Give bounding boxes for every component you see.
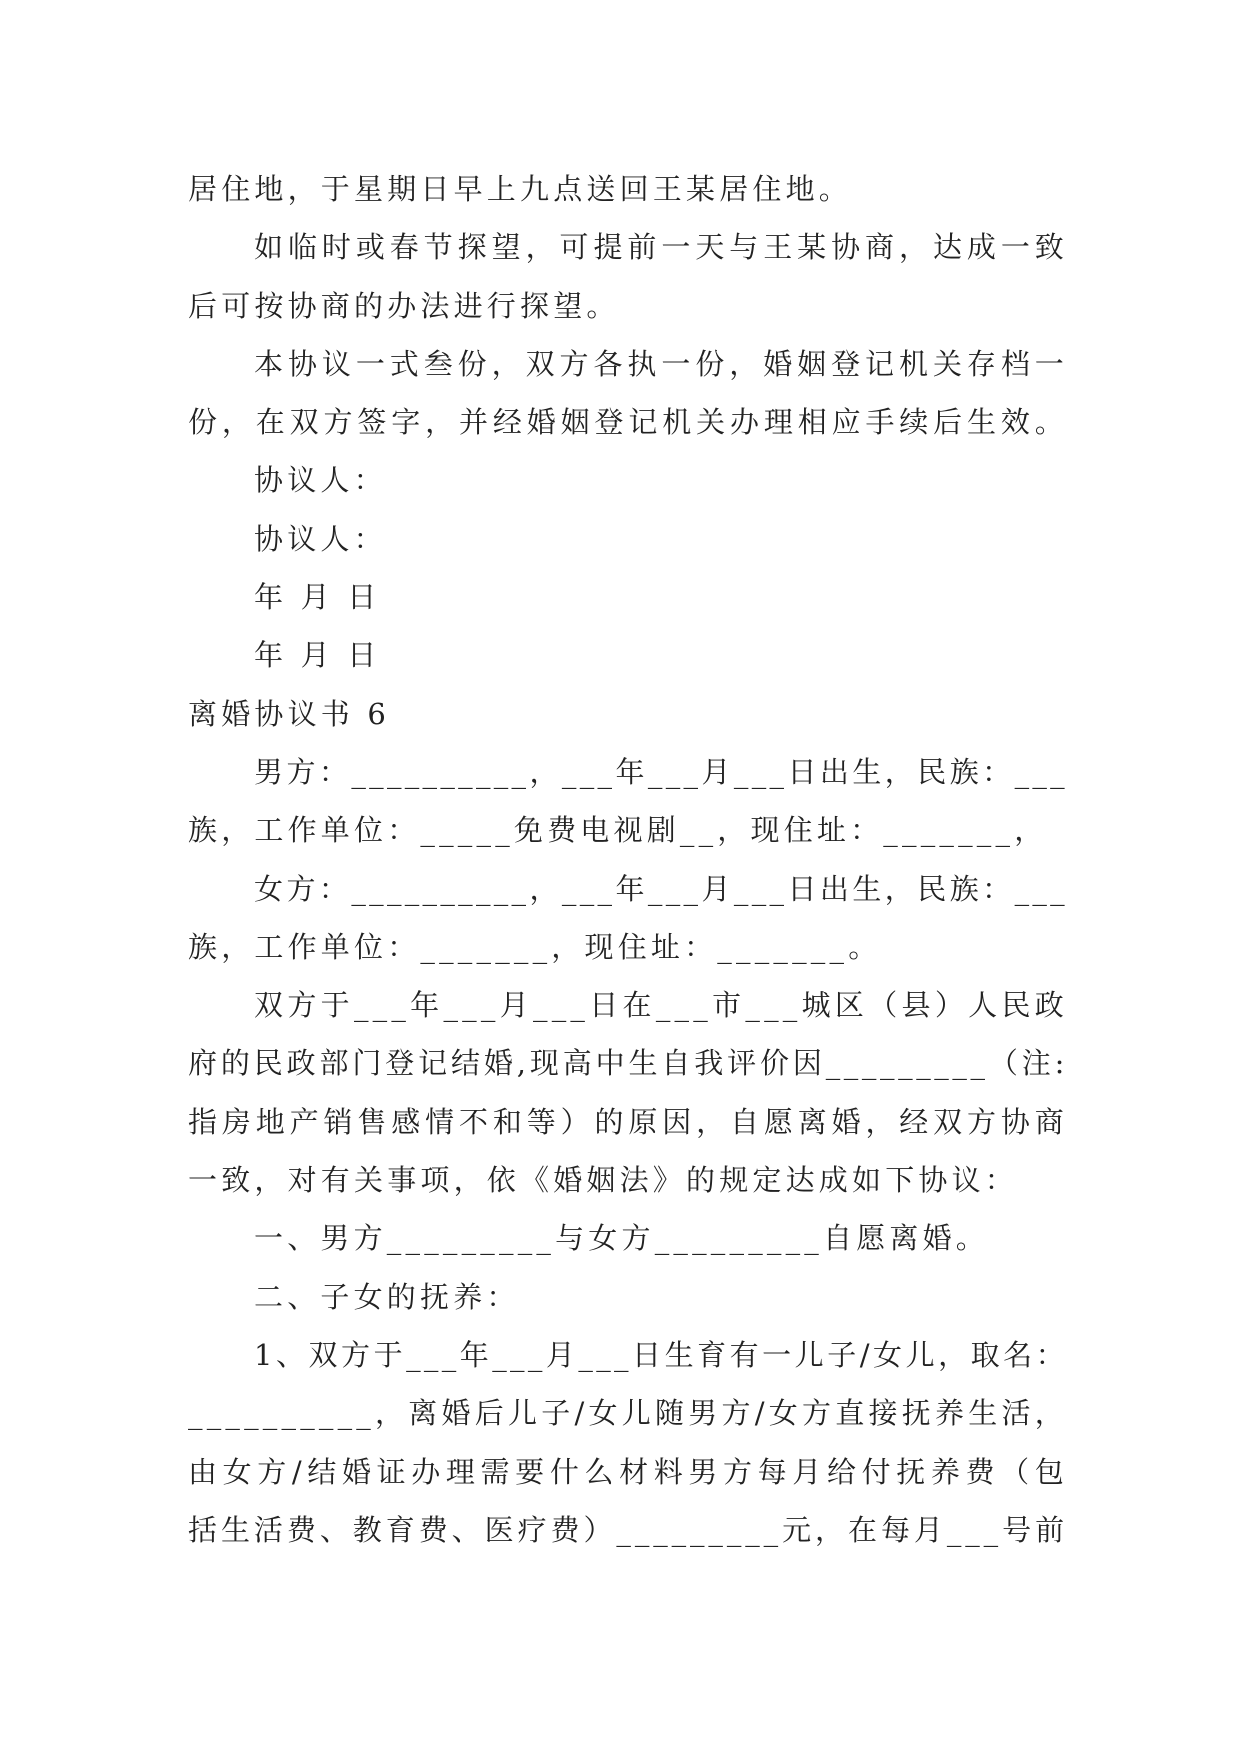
text-line: 女方：__________，___年___月___日出生，民族：___: [254, 871, 1068, 906]
text-line: 年 月 日: [254, 638, 381, 673]
text-line: 由女方/结婚证办理需要什么材料男方每月给付抚养费（包: [188, 1454, 1068, 1489]
text-line: 1、双方于___年___月___日生育有一儿子/女儿，取名：: [254, 1337, 1068, 1372]
text-line: 居住地，于星期日早上九点送回王某居住地。: [188, 172, 853, 206]
document-body: [188, 160, 1068, 1559]
text-line: 双方于___年___月___日在___市___城区（县）人民政: [254, 988, 1068, 1023]
text-line: 族，工作单位：_______，现住址：_______。: [188, 929, 882, 964]
text-line: 一、男方_________与女方_________自愿离婚。: [254, 1221, 990, 1256]
text-line: 男方：__________，___年___月___日出生，民族：___: [254, 754, 1068, 789]
text-line: 府的民政部门登记结婚,现高中生自我评价因_________（注:: [188, 1046, 1068, 1081]
text-line: 本协议一式叁份，双方各执一份，婚姻登记机关存档一: [254, 346, 1068, 381]
text-line: 协议人：: [254, 521, 387, 556]
text-line: __________，离婚后儿子/女儿随男方/女方直接抚养生活，: [188, 1396, 1068, 1431]
text-line: 指房地产销售感情不和等）的原因，自愿离婚，经双方协商: [188, 1104, 1068, 1139]
text-line: 后可按协商的办法进行探望。: [188, 288, 620, 323]
text-line: 如临时或春节探望，可提前一天与王某协商，达成一致: [254, 230, 1068, 265]
text-line: 份，在双方签字，并经婚姻登记机关办理相应手续后生效。: [188, 405, 1068, 440]
text-line: 括生活费、教育费、医疗费）_________元，在每月___号前: [188, 1512, 1068, 1547]
text-line: 一致，对有关事项，依《婚姻法》的规定达成如下协议：: [188, 1163, 1019, 1198]
text-line: 二、子女的抚养：: [254, 1279, 520, 1314]
text-line: 协议人：: [254, 463, 387, 498]
text-line: 离婚协议书 6: [188, 696, 391, 731]
text-line: 年 月 日: [254, 580, 381, 615]
text-line: 族，工作单位：_____免费电视剧__，现住址：_______，: [188, 813, 1048, 848]
